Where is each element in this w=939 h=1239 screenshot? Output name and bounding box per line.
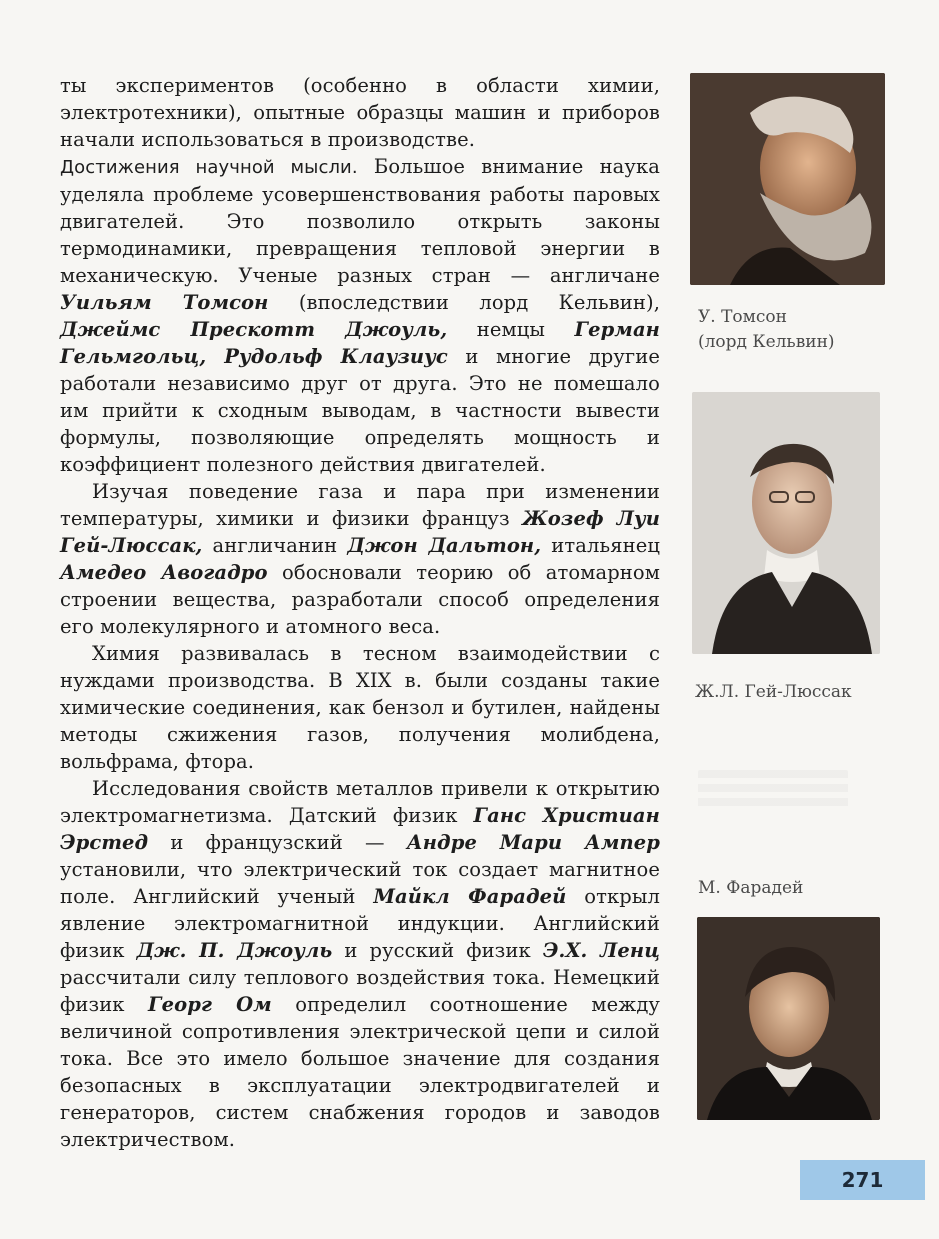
page-number [800, 1160, 925, 1200]
name-highlight: Амедео Авогадро [60, 561, 268, 584]
caption-line: У. Томсон [698, 307, 787, 327]
text-run: обосновали теорию об атомарном строении вещества, разработали способ определения его молекулярного и атомного веса. [60, 561, 660, 638]
text-run: открыл явление электромагнитной индукции. Английский физик [60, 885, 660, 962]
name-highlight: Ганс Христиан Эрстед [60, 804, 660, 854]
portrait-faraday [697, 917, 880, 1120]
text-run: и русский физик [332, 939, 543, 962]
name-highlight: Джеймс Прескотт Джоуль, [60, 318, 448, 341]
caption-line: (лорд Кельвин) [698, 332, 835, 352]
paragraph-4-text: Химия развивалась в тесном взаимодействии с нуждами производства. В XIX в. были созданы такие химические соединения, как бензол и бутилен, найдены методы сжижения газов, получения молибдена, вольфрама, фтора. [60, 642, 660, 773]
name-highlight: Уильям Томсон [60, 291, 269, 314]
text-run: (впоследствии лорд Кельвин), [268, 291, 660, 314]
text-run: и многие другие работали независимо друг от друга. Это не помешало им прийти к сходным выводам, в частности вывести формулы, позволяющие определять мощность и коэффициент полезного действия двигателей. [60, 345, 660, 476]
paragraph-4 [60, 640, 660, 775]
name-highlight: Джон Дальтон, [347, 534, 542, 557]
paragraph-5 [60, 775, 660, 1153]
text-run: Исследования свойств металлов привели к открытию электромагнетизма. Датский физик [60, 777, 660, 827]
name-highlight: Майкл Фарадей [373, 885, 567, 908]
text-run: определил соотношение между величиной сопротивления электрической цепи и силой тока. Все это имело большое значение для создания безопасных в эксплуатации электродвигателей и генераторов, систем снабжения городов и заводов электричеством. [60, 993, 660, 1151]
text-run: рассчитали силу теплового воздействия тока. Немецкий физик [60, 966, 660, 1016]
caption-line: Ж.Л. Гей-Люссак [695, 682, 852, 702]
caption-line: М. Фарадей [698, 878, 804, 898]
paragraph-1-text: ты экспериментов (особенно в области химии, электротехники), опытные образцы машин и приборов начали использоваться в производстве. [60, 74, 660, 151]
text-run: установили, что электрический ток создает магнитное поле. Английский ученый [60, 858, 660, 908]
portrait-faraday-image [697, 917, 880, 1120]
text-run: и французский — [148, 831, 407, 854]
caption-faraday [698, 876, 878, 901]
paragraph-1 [60, 72, 660, 153]
caption-gaylussac [695, 680, 895, 705]
paragraph-3 [60, 478, 660, 640]
section-heading: Достижения научной мысли. [60, 157, 358, 178]
page-number-text: 271 [841, 1168, 884, 1192]
faded-caption-placeholder [698, 770, 848, 810]
name-highlight: Э.Х. Ленц [542, 939, 660, 962]
text-run: Изучая поведение газа и пара при изменении температуры, химики и физики француз [60, 480, 660, 530]
caption-thomson [698, 305, 878, 355]
name-highlight: Георг Ом [148, 993, 272, 1016]
paragraph-2 [60, 153, 660, 478]
portrait-gaylussac [692, 392, 880, 654]
text-run: итальянец [541, 534, 660, 557]
portrait-thomson [690, 73, 885, 285]
text-run: англичанин [202, 534, 348, 557]
portrait-thomson-image [690, 73, 885, 285]
name-highlight: Герман Гельмгольц, Рудольф Клаузиус [60, 318, 660, 368]
text-run: немцы [447, 318, 575, 341]
main-text-column [60, 72, 660, 1153]
name-highlight: Жозеф Луи Гей-Люссак, [60, 507, 660, 557]
name-highlight: Дж. П. Джоуль [136, 939, 333, 962]
name-highlight: Андре Мари Ампер [406, 831, 660, 854]
text-run: Большое внимание наука уделяла проблеме усовершенствования работы паровых двигателей. Это позволило открыть законы термодинамики, превращения тепловой энергии в механическую. Ученые разных стран — англичане [60, 155, 660, 287]
portrait-gaylussac-image [692, 392, 880, 654]
